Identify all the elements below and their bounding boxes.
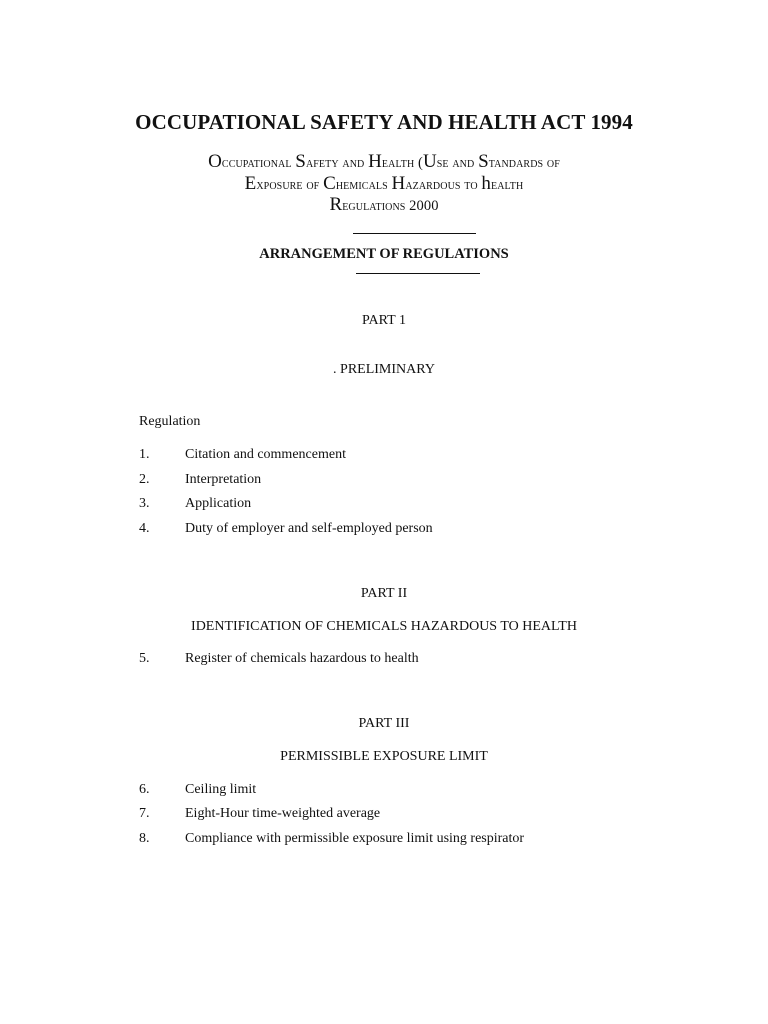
regulation-item-1 [139,447,346,463]
regulation-item-6 [139,782,256,798]
regulation-title-line-3: Regulations 2000 [329,194,439,215]
regulation-text: Duty of employer and self-employed person [185,521,433,536]
regulation-item-4 [139,521,433,537]
divider-bottom [356,273,480,274]
regulation-text: Register of chemicals hazardous to health [185,651,419,666]
regulation-number: 3. [139,496,150,511]
part-1-label: PART 1 [362,313,406,328]
regulation-text: Ceiling limit [185,782,257,797]
regulation-number: 2. [139,472,150,487]
regulation-title-line-1: Occupational Safety and Health (Use and Standards of [208,151,560,172]
part-2-title: IDENTIFICATION OF CHEMICALS HAZARDOUS TO HEALTH [191,619,577,634]
regulation-text: Application [185,496,252,511]
regulation-text: Interpretation [185,472,262,487]
regulation-item-2 [139,472,261,488]
regulation-number: 7. [139,806,150,821]
divider-top [353,233,476,234]
regulation-number: 5. [139,651,150,666]
part-3-label: PART III [358,716,410,731]
regulation-text: Citation and commencement [185,447,346,462]
part-1-title: . PRELIMINARY [333,362,435,377]
regulation-number: 6. [139,782,150,797]
regulation-number: 4. [139,521,150,536]
part-3-title: PERMISSIBLE EXPOSURE LIMIT [280,749,488,764]
regulation-column-label: Regulation [139,414,201,429]
regulation-item-5 [139,651,419,667]
regulation-text: Eight-Hour time-weighted average [185,806,381,821]
regulation-item-7 [139,806,380,822]
regulation-text: Compliance with permissible exposure limit using respirator [185,831,525,846]
regulation-number: 8. [139,831,150,846]
regulation-item-8 [139,831,524,847]
regulation-item-3 [139,496,251,512]
regulation-title-line-2: Exposure of Chemicals Hazardous to health [244,173,524,194]
regulation-number: 1. [139,447,150,462]
act-title: OCCUPATIONAL SAFETY AND HEALTH ACT 1994 [135,110,633,134]
arrangement-heading: ARRANGEMENT OF REGULATIONS [259,246,509,262]
part-2-label: PART II [360,586,408,601]
